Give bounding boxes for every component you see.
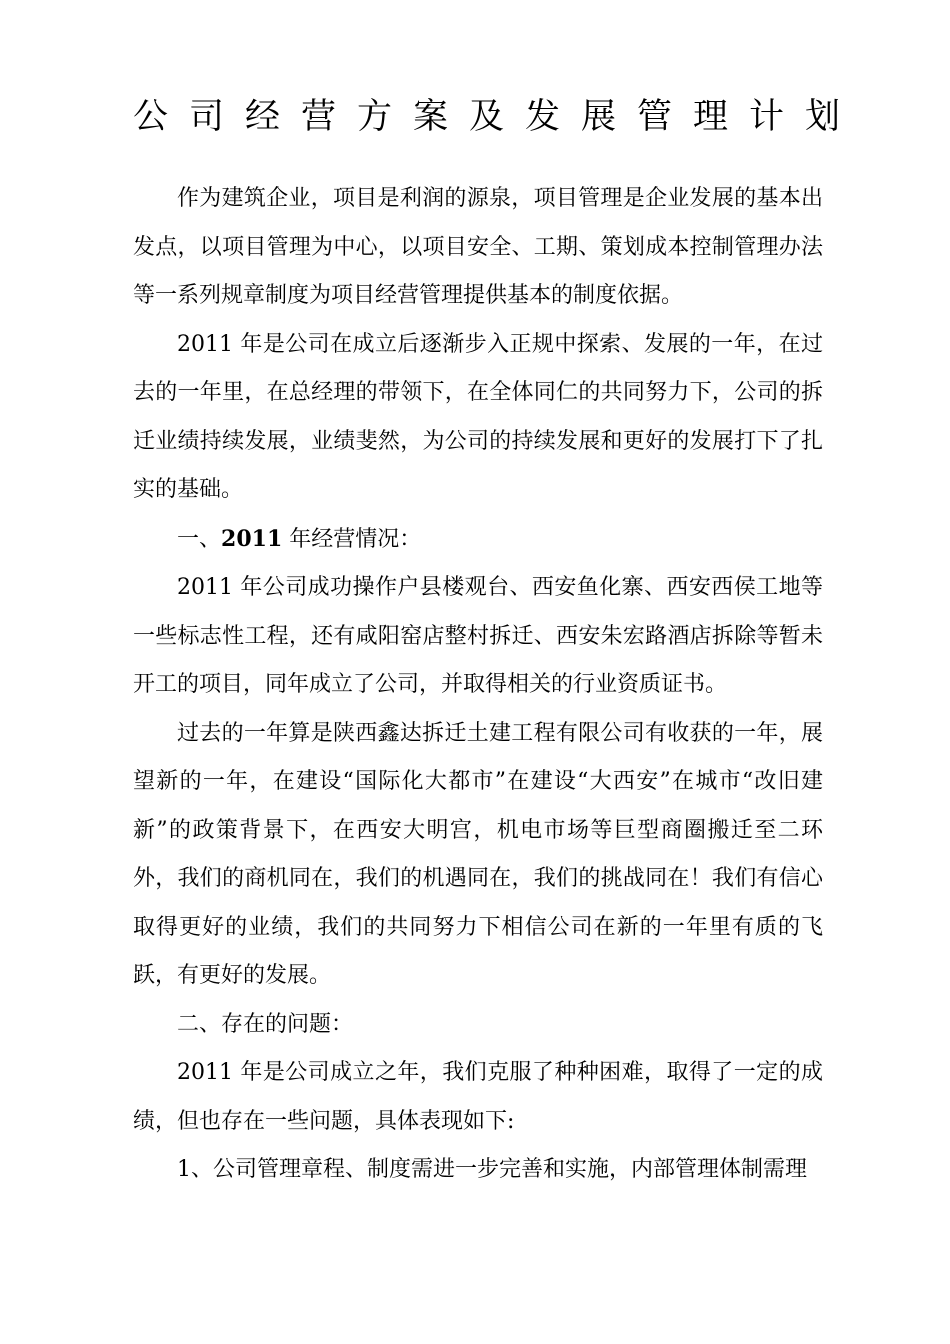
paragraph-problem-1: 1、公司管理章程、制度需进一步完善和实施，内部管理体制需理 [177,1157,807,1182]
document-title: 公司经营方案及发展管理计划 [133,97,862,137]
paragraph-projects: 2011 年公司成功操作户县楼观台、西安鱼化寨、西安西侯工地等一些标志性工程，还有咸阳窑店整村拆迁、西安朱宏路酒店拆除等暂未开工的项目，同年成立了公司，并取得相关的行业资质证书。 [133,575,823,697]
paragraph-outlook: 过去的一年算是陕西鑫达拆迁土建工程有限公司有收获的一年，展望新的一年，在建设“国际化大都市”在建设“大西安”在城市“改旧建新”的政策背景下，在西安大明宫，机电市场等巨型商圈搬迁至二环外，我们的商机同在，我们的机遇同在，我们的挑战同在！我们有信心取得更好的业绩，我们的共同努力下相信公司在新的一年里有质的飞跃，有更好的发展。 [133,720,823,988]
document-body [133,175,823,1195]
section-heading-prefix: 一、 [177,526,222,552]
paragraph-intro: 作为建筑企业，项目是利润的源泉，项目管理是企业发展的基本出发点，以项目管理为中心，以项目安全、工期、策划成本控制管理办法等一系列规章制度为项目经营管理提供基本的制度依据。 [133,186,823,308]
paragraph-problems-intro: 2011 年是公司成立之年，我们克服了种种困难，取得了一定的成绩，但也存在一些问题，具体表现如下: [133,1060,823,1134]
paragraph-2011-review: 2011 年是公司在成立后逐渐步入正规中探索、发展的一年，在过去的一年里，在总经理的带领下，在全体同仁的共同努力下，公司的拆迁业绩持续发展，业绩斐然，为公司的持续发展和更好的发展打下了扎实的基础。 [133,331,823,502]
section-heading-problems: 二、存在的问题： [177,1011,354,1037]
section-heading-operations [133,515,823,565]
section-heading-suffix: 年经营情况： [282,526,422,552]
section-heading-year: 2011 [221,525,283,552]
